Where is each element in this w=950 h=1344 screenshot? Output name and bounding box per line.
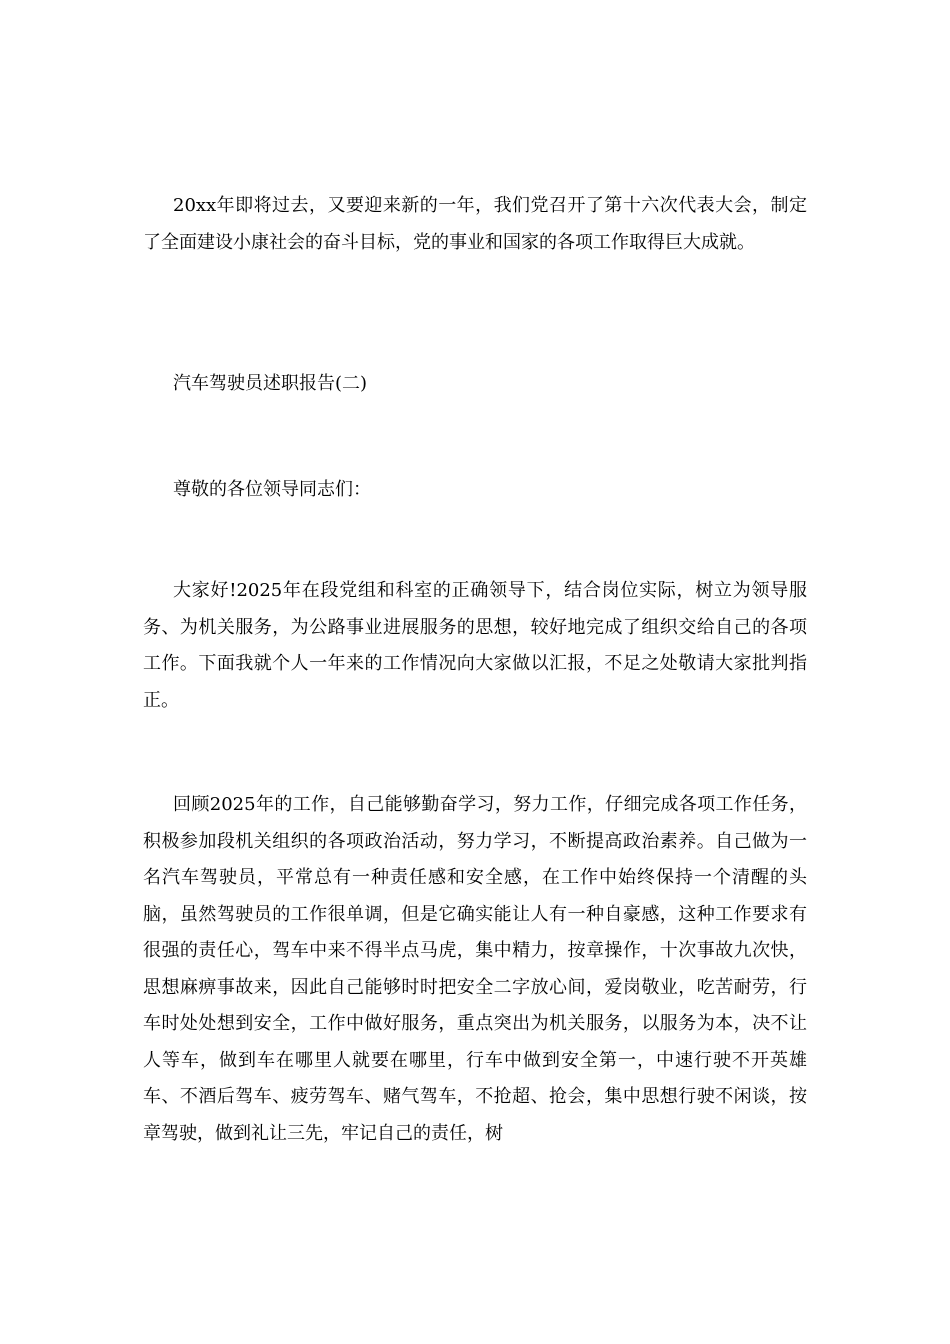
intro-paragraph: 20xx年即将过去，又要迎来新的一年，我们党召开了第十六次代表大会，制定了全面建设小康社会的奋斗目标，党的事业和国家的各项工作取得巨大成就。 bbox=[143, 195, 807, 253]
review-paragraph: 回顾2025年的工作，自己能够勤奋学习，努力工作，仔细完成各项工作任务，积极参加段机关组织的各项政治活动，努力学习，不断提高政治素养。自己做为一名汽车驾驶员，平常总有一种责任感和安全感，在工作中始终保持一个清醒的头脑，虽然驾驶员的工作很单调，但是它确实能让人有一种自豪感，这种工作要求有很强的责任心，驾车中来不得半点马虎，集中精力，按章操作，十次事故九次快，思想麻痹事故来，因此自己能够时时把安全二字放心间，爱岗敬业，吃苦耐劳，行车时处处想到安全，工作中做好服务，重点突出为机关服务，以服务为本，决不让人等车，做到车在哪里人就要在哪里，行车中做到安全第一，中速行驶不开英雄车、不酒后驾车、疲劳驾车、赌气驾车，不抢超、抢会，集中思想行驶不闲谈，按章驾驶，做到礼让三先，牢记自己的责任，树 bbox=[143, 794, 807, 1144]
report-title: 汽车驾驶员述职报告(二) bbox=[173, 373, 368, 394]
salutation: 尊敬的各位领导同志们： bbox=[173, 479, 371, 500]
greeting-paragraph: 大家好!2025年在段党组和科室的正确领导下，结合岗位实际，树立为领导服务、为机关服务，为公路事业进展服务的思想，较好地完成了组织交给自己的各项工作。下面我就个人一年来的工作情况向大家做以汇报，不足之处敬请大家批判指正。 bbox=[143, 580, 807, 711]
